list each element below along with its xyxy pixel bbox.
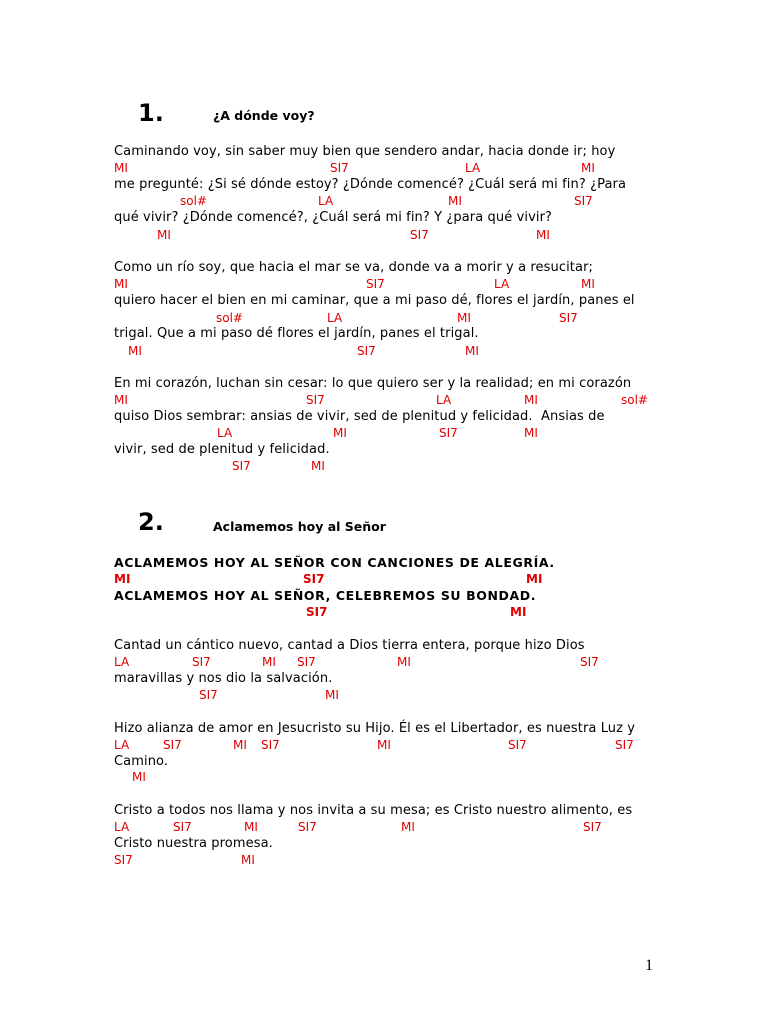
chord: MI (536, 228, 550, 242)
chord: MI (114, 161, 128, 175)
chord: SI7 (173, 820, 192, 834)
lyric-line: Cristo a todos nos llama y nos invita a su mesa; es Cristo nuestro alimento, es (114, 803, 633, 818)
song-number: 1. (138, 99, 164, 127)
chord: sol# (621, 393, 648, 407)
chord: MI (132, 770, 146, 784)
chord: SI7 (439, 426, 458, 440)
chord: MI (311, 459, 325, 473)
chord: MI (465, 344, 479, 358)
chord: SI7 (357, 344, 376, 358)
chord: MI (325, 688, 339, 702)
chord: LA (494, 277, 510, 291)
song-title: Aclamemos hoy al Señor (213, 519, 386, 534)
chord: SI7 (163, 738, 182, 752)
chord: LA (114, 655, 130, 669)
chord: SI7 (114, 853, 133, 867)
lyric-line: En mi corazón, luchan sin cesar: lo que quiero ser y la realidad; en mi corazón (114, 376, 632, 391)
lyric-line: qué vivir? ¿Dónde comencé?, ¿Cuál será mi fin? Y ¿para qué vivir? (114, 210, 553, 225)
chord: MI (397, 655, 411, 669)
chord: MI (333, 426, 347, 440)
lyric-line: Camino. (114, 754, 169, 769)
chord: MI (114, 277, 128, 291)
chord: SI7 (232, 459, 251, 473)
chord: LA (318, 194, 334, 208)
chord: MI (510, 605, 527, 619)
lyric-line: vivir, sed de plenitud y felicidad. (114, 442, 330, 457)
chord: SI7 (410, 228, 429, 242)
chord: MI (377, 738, 391, 752)
lyric-line: quiso Dios sembrar: ansias de vivir, sed de plenitud y felicidad. Ansias de (114, 409, 605, 424)
chord: LA (114, 820, 130, 834)
chord: MI (233, 738, 247, 752)
chord: SI7 (306, 393, 325, 407)
chord: SI7 (199, 688, 218, 702)
chord: SI7 (330, 161, 349, 175)
chord: SI7 (192, 655, 211, 669)
page-number: 1 (645, 957, 653, 974)
chord: sol# (180, 194, 207, 208)
lyric-line: Hizo alianza de amor en Jesucristo su Hijo. Él es el Libertador, es nuestra Luz y (114, 721, 636, 736)
chord: LA (114, 738, 130, 752)
chord: SI7 (366, 277, 385, 291)
lyric-line: Como un río soy, que hacia el mar se va, donde va a morir y a resucitar; (114, 260, 593, 275)
chorus-line: ACLAMEMOS HOY AL SEÑOR, CELEBREMOS SU BONDAD. (114, 588, 537, 603)
chord: LA (327, 311, 343, 325)
song-number: 2. (138, 508, 164, 536)
chord: SI7 (261, 738, 280, 752)
chord: SI7 (297, 655, 316, 669)
song-title: ¿A dónde voy? (213, 108, 315, 123)
chord: LA (465, 161, 481, 175)
lyric-line: Caminando voy, sin saber muy bien que sendero andar, hacia donde ir; hoy (114, 144, 616, 159)
chord: MI (241, 853, 255, 867)
chord: MI (244, 820, 258, 834)
chord: SI7 (583, 820, 602, 834)
chord: MI (262, 655, 276, 669)
lyric-line: Cantad un cántico nuevo, cantad a Dios tierra entera, porque hizo Dios (114, 638, 585, 653)
chord: SI7 (303, 572, 325, 586)
chord: LA (217, 426, 233, 440)
chord: MI (524, 426, 538, 440)
chord: SI7 (306, 605, 328, 619)
chord: MI (401, 820, 415, 834)
chord: SI7 (298, 820, 317, 834)
chord: SI7 (508, 738, 527, 752)
chord: MI (581, 161, 595, 175)
chord: MI (157, 228, 171, 242)
chord: MI (114, 572, 131, 586)
chord: SI7 (574, 194, 593, 208)
lyric-line: Cristo nuestra promesa. (114, 836, 273, 851)
chord: sol# (216, 311, 243, 325)
chord: MI (581, 277, 595, 291)
chord: SI7 (559, 311, 578, 325)
chord: SI7 (615, 738, 634, 752)
lyric-line: maravillas y nos dio la salvación. (114, 671, 333, 686)
chord: MI (526, 572, 543, 586)
chord: MI (448, 194, 462, 208)
lyric-line: quiero hacer el bien en mi caminar, que a mi paso dé, flores el jardín, panes el (114, 293, 635, 308)
chord: MI (114, 393, 128, 407)
lyric-line: me pregunté: ¿Si sé dónde estoy? ¿Dónde comencé? ¿Cuál será mi fin? ¿Para (114, 177, 627, 192)
chord: MI (457, 311, 471, 325)
chord: MI (524, 393, 538, 407)
chord: LA (436, 393, 452, 407)
chord: MI (128, 344, 142, 358)
lyric-line: trigal. Que a mi paso dé flores el jardín, panes el trigal. (114, 326, 479, 341)
chorus-line: ACLAMEMOS HOY AL SEÑOR CON CANCIONES DE ALEGRÍA. (114, 555, 555, 570)
chord: SI7 (580, 655, 599, 669)
